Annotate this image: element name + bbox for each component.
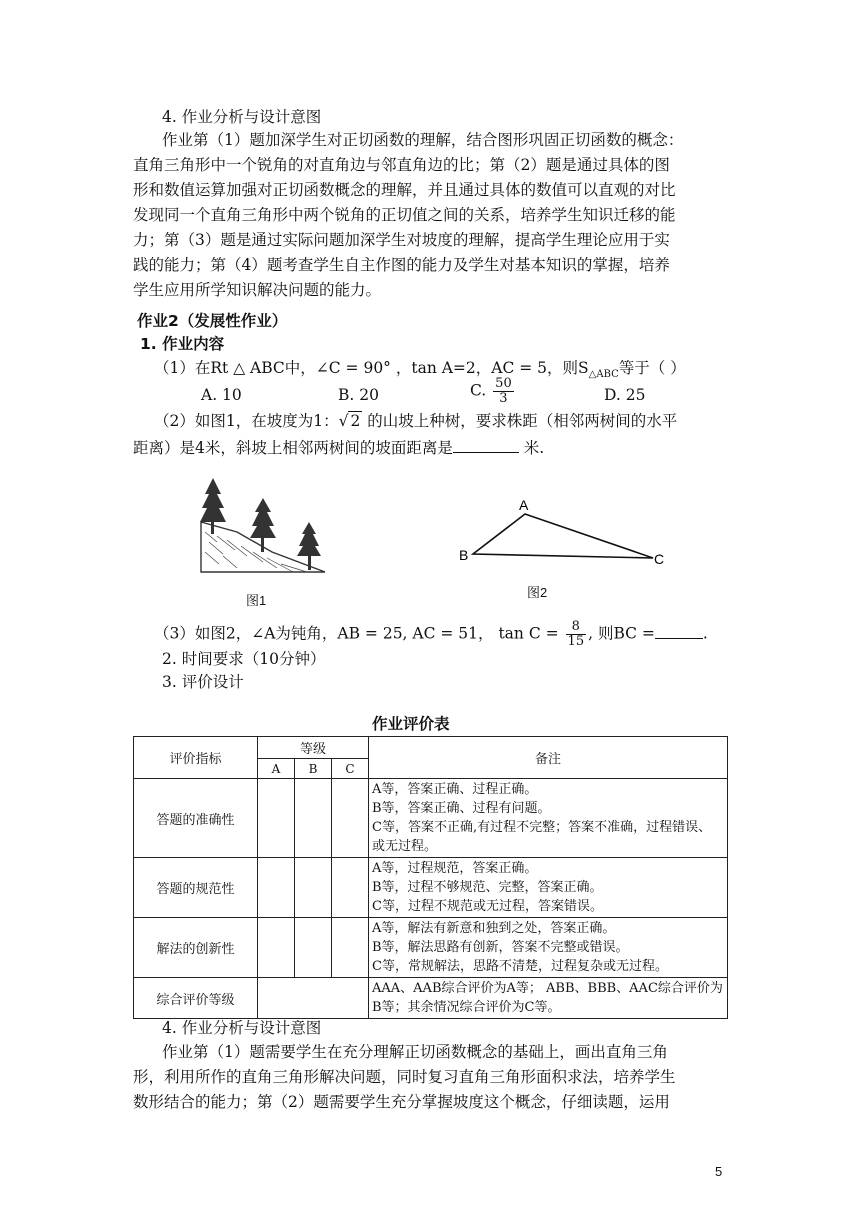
table-header-row (134, 737, 728, 759)
figure-1-hill-illustration (197, 472, 327, 580)
q1-stem-sub: △ABC (588, 369, 619, 381)
note-line: A等，解法有新意和独到之处，答案正确。 (372, 921, 616, 936)
paragraph-line: 形，利用所作的直角三角形解决问题，同时复习直角三角形面积求法，培养学生 (133, 1068, 676, 1086)
evaluation-design: 3. 评价设计 (162, 673, 244, 691)
q3-fraction (566, 620, 587, 649)
paragraph-line: 践的能力；第（4）题考查学生自主作图的能力及学生对基本知识的掌握，培养 (133, 256, 670, 274)
fraction-denominator: 15 (567, 634, 585, 649)
grade-cell (332, 858, 369, 918)
paragraph-line: 学生应用所学知识解决问题的能力。 (133, 281, 382, 299)
grade-cell (258, 779, 295, 858)
answer-blank (453, 438, 519, 453)
note-line: A等，答案正确、过程正确。 (372, 782, 538, 797)
answer-blank (655, 624, 703, 639)
evaluation-table (133, 736, 728, 1019)
sqrt-radicand: 2 (350, 412, 361, 430)
q1-option-c (470, 377, 516, 406)
q1-option-c-label: C. (470, 381, 487, 400)
grade-cell (332, 779, 369, 858)
time-requirement: 2. 时间要求（10分钟） (162, 650, 326, 668)
note-line: C等，常规解法，思路不清楚，过程复杂或无过程。 (372, 959, 668, 974)
paragraph-line: 直角三角形中一个锐角的对直角边与邻直角边的比；第（2）题是通过具体的图 (133, 156, 670, 174)
q3-text-c: . (702, 624, 708, 643)
q3-text-b: , 则BC = (588, 624, 655, 643)
header-indicator: 评价指标 (134, 737, 258, 779)
row-indicator: 综合评价等级 (134, 978, 258, 1019)
paragraph-line: 力；第（3）题是通过实际问题加深学生对坡度的理解，提高学生理论应用于实 (133, 231, 670, 249)
vertex-c-label: C (654, 551, 665, 567)
fraction-numerator: 50 (495, 376, 512, 391)
header-note: 备注 (369, 737, 728, 779)
row-indicator: 解法的创新性 (134, 918, 258, 978)
grade-cell (295, 858, 332, 918)
note-line: B等，答案正确、过程有问题。 (372, 801, 551, 816)
grade-cell (295, 779, 332, 858)
q2-text-a: （2）如图1，在坡度为1： (154, 412, 339, 430)
q2-text-c: 距离）是4米，斜坡上相邻两树间的坡面距离是 (133, 439, 453, 457)
question-1-stem (154, 357, 686, 386)
note-line: C等，答案不正确,有过程不完整；答案不准确，过程错误、或无过程。 (372, 820, 712, 854)
figure-2-caption: 图2 (527, 585, 548, 600)
sqrt-sign: √ (338, 412, 349, 430)
fraction-numerator: 8 (566, 620, 587, 635)
question-2-line2 (133, 437, 544, 459)
q3-text-a: （3）如图2，∠A为钝角，AB = 25, AC = 51， tan C = (154, 624, 564, 643)
section1-heading: 4. 作业分析与设计意图 (162, 108, 322, 126)
q2-text-b: 的山坡上种树，要求株距（相邻两树间的水平 (362, 412, 678, 430)
q1-stem-a: （1）在Rt △ ABC中，∠C = 90° ，tan A=2，AC = 5，则S (154, 359, 589, 377)
note-line: C等，过程不规范或无过程，答案错误。 (372, 899, 603, 914)
paragraph-line: 发现同一个直角三角形中两个锐角的正切值之间的关系，培养学生知识迁移的能 (133, 206, 676, 224)
note-line: A等，过程规范，答案正确。 (372, 861, 538, 876)
row-indicator: 答题的准确性 (134, 779, 258, 858)
note-line: B等，解法思路有创新，答案不完整或错误。 (372, 940, 629, 955)
table-row (134, 779, 728, 858)
row-indicator: 答题的规范性 (134, 858, 258, 918)
note-line: AAA、AAB综合评价为A等； ABB、BBB、AAC综合评价为B等；其余情况综合评价为C等。 (372, 981, 723, 1015)
vertex-a-label: A (519, 497, 529, 513)
grade-cell (295, 918, 332, 978)
vertex-b-label: B (459, 547, 469, 563)
row-note (369, 918, 728, 978)
grade-cell (258, 918, 295, 978)
table-row (134, 858, 728, 918)
row-note (369, 779, 728, 858)
note-line: B等，过程不够规范、完整，答案正确。 (372, 880, 603, 895)
q1-option-c-fraction (493, 377, 514, 406)
header-grade-b: B (295, 759, 332, 779)
hw2-content-heading: 1. 作业内容 (140, 335, 225, 353)
question-2-line1 (154, 410, 677, 432)
table-row (134, 918, 728, 978)
header-grade: 等级 (258, 737, 369, 759)
q1-option-a: A. 10 (201, 386, 242, 404)
grade-cell (258, 858, 295, 918)
paragraph-line: 数形结合的能力；第（2）题需要学生充分掌握坡度这个概念，仔细读题，运用 (133, 1093, 670, 1111)
paragraph-line: 作业第（1）题加深学生对正切函数的理解，结合图形巩固正切函数的概念： (162, 131, 684, 149)
fraction-denominator: 3 (499, 391, 508, 406)
section2-heading: 4. 作业分析与设计意图 (162, 1019, 322, 1037)
q2-text-d: 米. (518, 439, 545, 457)
page-number: 5 (715, 1164, 723, 1179)
paragraph-line: 作业第（1）题需要学生在充分理解正切函数概念的基础上，画出直角三角 (162, 1043, 668, 1061)
figure-2-triangle (455, 494, 675, 574)
grade-cell (332, 918, 369, 978)
row-note (369, 978, 728, 1019)
row-note (369, 858, 728, 918)
table-row (134, 978, 728, 1019)
header-grade-a: A (258, 759, 295, 779)
q1-option-d: D. 25 (604, 386, 646, 404)
table-title: 作业评价表 (372, 715, 450, 733)
header-grade-c: C (332, 759, 369, 779)
q1-stem-b: 等于（ ） (618, 359, 686, 377)
figure-1-caption: 图1 (246, 593, 267, 608)
paragraph-line: 形和数值运算加强对正切函数概念的理解，并且通过具体的数值可以直观的对比 (133, 181, 676, 199)
q1-option-b: B. 20 (338, 386, 379, 404)
grade-cell-merged (258, 978, 369, 1019)
hw2-title: 作业2（发展性作业） (137, 312, 288, 330)
question-3 (154, 620, 708, 649)
